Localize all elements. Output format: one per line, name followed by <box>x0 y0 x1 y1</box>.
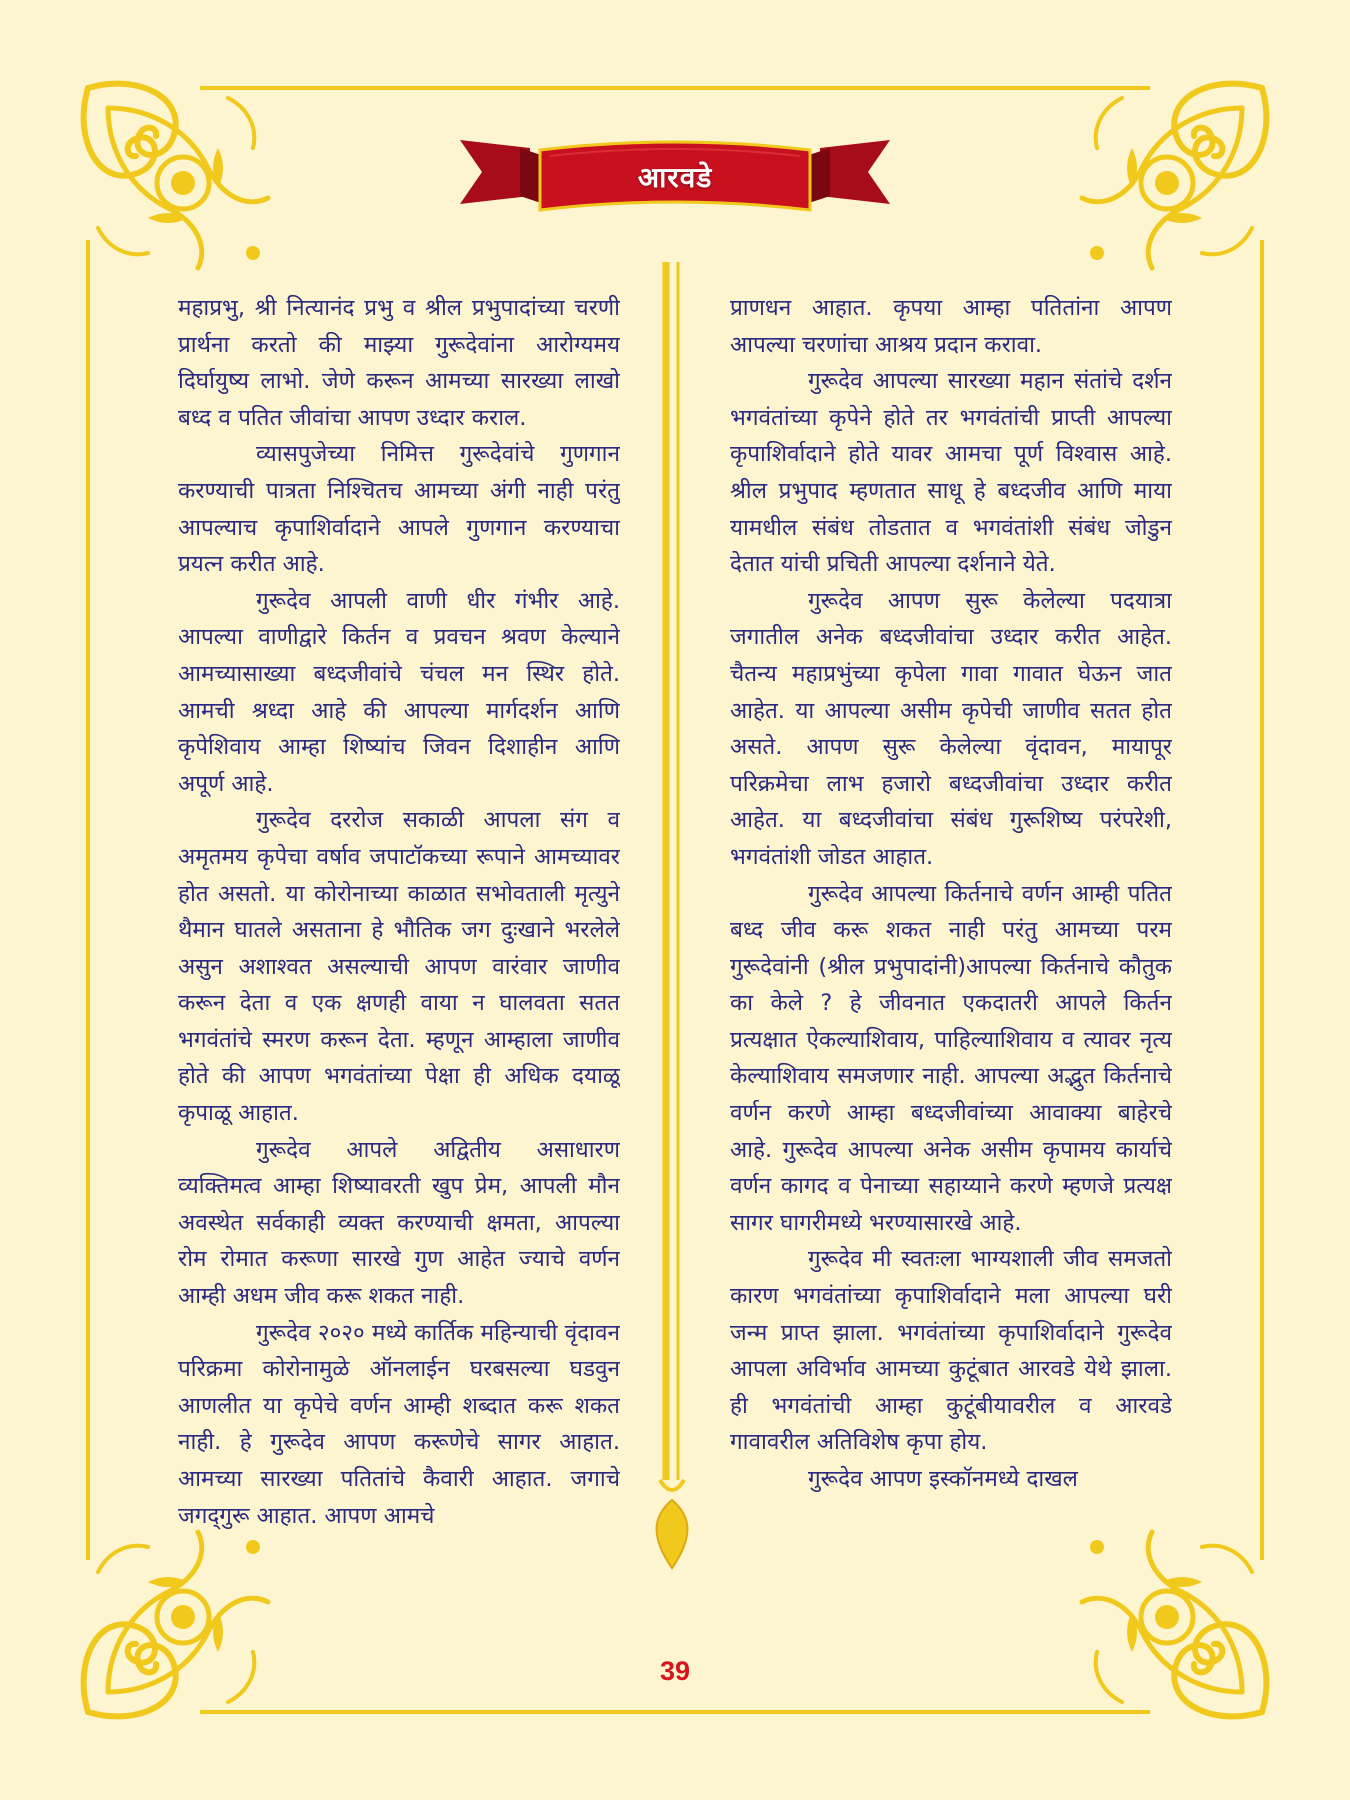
right-column <box>730 290 1172 1620</box>
paragraph: महाप्रभु, श्री नित्यानंद प्रभु व श्रील प्रभुपादांच्या चरणी प्रार्थना करतो की माझ्या गुरूदेवांना आरोग्यमय दिर्घायुष्य लाभो. जेणे करून आमच्या सारख्या लाखो बध्द व पतित जीवांचा आपण उध्दार कराल. <box>178 295 620 431</box>
paragraph: गुरूदेव मी स्वतःला भाग्यशाली जीव समजतो कारण भगवंतांच्या कृपाशिर्वादाने मला आपल्या घरी जन्म प्राप्त झाला. भगवंतांच्या कृपाशिर्वादाने गुरूदेव आपला अविर्भाव आमच्या कुटूंबात आरवडे येथे झाला. ही भगवंतांची आम्हा कुटूंबीयावरील व आरवडे गावावरील अतिविशेष कृपा होय. <box>730 1246 1172 1456</box>
paragraph: गुरूदेव आपली वाणी धीर गंभीर आहे. आपल्या वाणीद्वारे किर्तन व प्रवचन श्रवण केल्याने आमच्यासाख्या बध्दजीवांचे चंचल मन स्थिर होते. आमची श्रध्दा आहे की आपल्या मार्गदर्शन आणि कृपेशिवाय आम्हा शिष्यांच जिवन दिशाहीन आणि अपूर्ण आहे. <box>178 587 620 797</box>
paragraph: गुरूदेव आपल्या किर्तनाचे वर्णन आम्ही पतित बध्द जीव करू शकत नाही परंतु आमच्या परम गुरूदेवांनी (श्रील प्रभुपादांनी)आपल्या किर्तनाचे कौतुक का केले ? हे जीवनात एकदातरी आपले किर्तन प्रत्यक्षात ऐकल्याशिवाय, पाहिल्याशिवाय व त्यावर नृत्य केल्याशिवाय समजणार नाही. आपल्या अद्भुत किर्तनाचे वर्णन करणे आम्हा बध्दजीवांच्या आवाक्या बाहेरचे आहे. गुरूदेव आपल्या अनेक असीम कृपामय कार्याचे वर्णन कागद व पेनाच्या सहाय्याने करणे म्हणजे प्रत्यक्ष सागर घागरीमध्ये भरण्यासारखे आहे. <box>730 880 1172 1236</box>
paragraph: गुरूदेव आपल्या सारख्या महान संतांचे दर्शन भगवंतांच्या कृपेने होते तर भगवंतांची प्राप्ती आपल्या कृपाशिर्वादाने होते यावर आमचा पूर्ण विश्वास आहे. श्रील प्रभुपाद म्हणतात साधू हे बध्दजीव आणि माया यामधील संबंध तोडतात व भगवंतांशी संबंध जोडुन देतात यांची प्रचिती आपल्या दर्शनाने येते. <box>730 368 1172 578</box>
page-number: 39 <box>659 1656 691 1686</box>
left-column <box>178 290 620 1620</box>
paragraph: गुरूदेव २०२० मध्ये कार्तिक महिन्याची वृंदावन परिक्रमा कोरोनामुळे ऑनलाईन घरबसल्या घडवुन आणलीत या कृपेचे वर्णन आम्ही शब्दात करू शकत नाही. हे गुरूदेव आपण करूणेचे सागर आहात. आमच्या सारख्या पतितांचे कैवारी आहात. जगाचे जगद्‌गुरू आहात. आपण आमचे <box>178 1319 620 1529</box>
ribbon-title: आरवडे <box>637 161 713 194</box>
paragraph: गुरूदेव दररोज सकाळी आपला संग व अमृतमय कृपेचा वर्षाव जपाटॉकच्या रूपाने आमच्यावर होत असतो. या कोरोनाच्या काळात सभोवताली मृत्युने थैमान घातले असताना हे भौतिक जग दुःखाने भरलेले असुन अशाश्वत असल्याची आपण वारंवार जाणीव करून देता व एक क्षणही वाया न घालवता सतत भगवंतांचे स्मरण करून देता. म्हणून आम्हाला जाणीव होते की आपण भगवंतांच्या पेक्षा ही अधिक दयाळू कृपाळू आहात. <box>178 807 620 1127</box>
paragraph: गुरूदेव आपण सुरू केलेल्या पदयात्रा जगातील अनेक बध्दजीवांचा उध्दार करीत आहेत. चैतन्य महाप्रभुंच्या कृपेला गावा गावात घेऊन जात आहेत. या आपल्या असीम कृपेची जाणीव सतत होत असते. आपण सुरू केलेल्या वृंदावन, मायापूर परिक्रमेचा लाभ हजारो बध्दजीवांचा उध्दार करीत आहेत. या बध्दजीवांचा संबंध गुरूशिष्य परंपरेशी, भगवंतांशी जोडत आहात. <box>730 587 1172 870</box>
title-ribbon <box>460 128 890 228</box>
paragraph: व्यासपुजेच्या निमित्त गुरूदेवांचे गुणगान करण्याची पात्रता निश्चितच आमच्या अंगी नाही परंतु आपल्याच कृपाशिर्वादाने आपले गुणगान करण्याचा प्रयत्न करीत आहे. <box>178 441 620 578</box>
column-divider <box>657 262 688 1568</box>
paragraph: गुरूदेव आपण इस्कॉनमध्ये दाखल <box>808 1466 1078 1492</box>
paragraph: गुरूदेव आपले अद्वितीय असाधारण व्यक्तिमत्व आम्हा शिष्यावरती खुप प्रेम, आपली मौन अवस्थेत सर्वकाही व्यक्त करण्याची क्षमता, आपल्या रोम रोमात करूणा सारखे गुण आहेत ज्याचे वर्णन आम्ही अधम जीव करू शकत नाही. <box>178 1136 620 1310</box>
paragraph: प्राणधन आहात. कृपया आम्हा पतितांना आपण आपल्या चरणांचा आश्रय प्रदान करावा. <box>730 295 1172 358</box>
